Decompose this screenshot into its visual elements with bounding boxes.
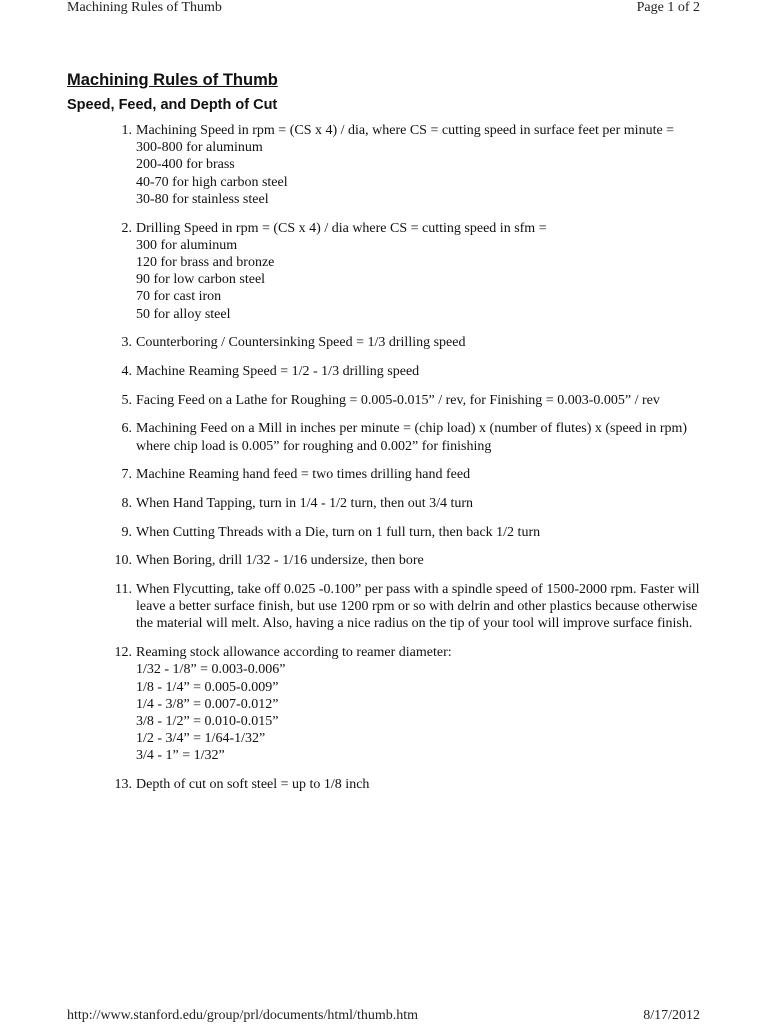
rule-number: 5.	[121, 392, 132, 408]
rule-text: Machine Reaming Speed = 1/2 - 1/3 drilling speed	[136, 363, 420, 379]
rule-number: 3.	[121, 335, 132, 351]
rule-text: Drilling Speed in rpm = (CS x 4) / dia where CS = cutting speed in sfm =	[136, 220, 547, 236]
rule-sub-item: 300 for aluminum	[136, 237, 238, 253]
rule-text: When Flycutting, take off 0.025 -0.100” per pass with a spindle speed of 1500-2000 rpm. Faster will leave a better surface finish, but use 1200 rpm or so with delrin and other plastics because otherwise the material will melt. Also, having a nice radius on the tip of your tool will improve surface finish.	[136, 582, 700, 632]
rule-sub-item: 1/4 - 3/8” = 0.007-0.012”	[136, 696, 279, 712]
rule-sub-item: 120 for brass and bronze	[136, 254, 275, 270]
rule-text: Depth of cut on soft steel = up to 1/8 inch	[136, 777, 370, 793]
rule-sub-item: 3/8 - 1/2” = 0.010-0.015”	[136, 713, 279, 729]
rule-item	[0, 552, 768, 569]
rule-text: Reaming stock allowance according to reamer diameter:	[136, 645, 452, 661]
rule-text: Machining Feed on a Mill in inches per minute = (chip load) x (number of flutes) x (speed in rpm) where chip load is 0.005” for roughing and 0.002” for finishing	[136, 421, 688, 454]
rule-item	[0, 776, 768, 793]
page-header-title: Machining Rules of Thumb	[67, 0, 222, 15]
rule-number: 6.	[121, 421, 132, 437]
page-number: Page 1 of 2	[636, 0, 700, 15]
rule-sub-item: 300-800 for aluminum	[136, 140, 263, 156]
rule-sub-item: 30-80 for stainless steel	[136, 191, 269, 207]
rule-number: 12.	[114, 645, 132, 661]
rule-number: 2.	[121, 220, 132, 236]
rule-item	[0, 220, 768, 323]
rule-text: Machining Speed in rpm = (CS x 4) / dia, where CS = cutting speed in surface feet per minute =	[136, 123, 675, 138]
rule-number: 1.	[121, 123, 132, 138]
rule-sublist	[136, 661, 708, 764]
rule-item	[0, 122, 768, 208]
rule-item	[0, 420, 768, 454]
rule-text: Counterboring / Countersinking Speed = 1/3 drilling speed	[136, 335, 466, 351]
rule-sub-item: 1/2 - 3/4” = 1/64-1/32”	[136, 731, 266, 747]
rule-sub-item: 70 for cast iron	[136, 289, 222, 305]
page-url: http://www.stanford.edu/group/prl/documents/html/thumb.htm	[67, 1008, 419, 1023]
rule-sub-item: 200-400 for brass	[136, 157, 235, 173]
rule-item	[0, 334, 768, 351]
rule-item	[0, 392, 768, 409]
rule-sublist	[136, 237, 708, 323]
rule-item	[0, 581, 768, 633]
rule-item	[0, 644, 768, 764]
rule-item	[0, 363, 768, 380]
document-title: Machining Rules of Thumb	[67, 71, 278, 89]
rule-sub-item: 3/4 - 1” = 1/32”	[136, 748, 225, 764]
rule-number: 8.	[121, 495, 132, 511]
rule-sublist	[136, 139, 708, 208]
rule-text: Machine Reaming hand feed = two times drilling hand feed	[136, 467, 471, 483]
print-date: 8/17/2012	[643, 1008, 700, 1023]
rules-list	[0, 122, 768, 805]
rule-sub-item: 1/8 - 1/4” = 0.005-0.009”	[136, 679, 279, 695]
rule-sub-item: 1/32 - 1/8” = 0.003-0.006”	[136, 662, 286, 678]
rule-sub-item: 90 for low carbon steel	[136, 272, 266, 288]
rule-number: 11.	[115, 582, 132, 598]
rule-item	[0, 495, 768, 512]
rule-number: 9.	[121, 524, 132, 540]
section-subtitle: Speed, Feed, and Depth of Cut	[67, 97, 278, 113]
rule-sub-item: 40-70 for high carbon steel	[136, 174, 288, 190]
rule-number: 4.	[121, 363, 132, 379]
rule-text: When Boring, drill 1/32 - 1/16 undersize, then bore	[136, 553, 424, 569]
rule-number: 10.	[114, 553, 132, 569]
rule-item	[0, 524, 768, 541]
rule-text: When Cutting Threads with a Die, turn on 1 full turn, then back 1/2 turn	[136, 524, 541, 540]
rule-sub-item: 50 for alloy steel	[136, 306, 231, 322]
rule-item	[0, 466, 768, 483]
rule-text: Facing Feed on a Lathe for Roughing = 0.005-0.015” / rev, for Finishing = 0.003-0.005” / rev	[136, 392, 660, 408]
rule-text: When Hand Tapping, turn in 1/4 - 1/2 turn, then out 3/4 turn	[136, 495, 474, 511]
rule-number: 13.	[114, 777, 132, 793]
rule-number: 7.	[121, 467, 132, 483]
